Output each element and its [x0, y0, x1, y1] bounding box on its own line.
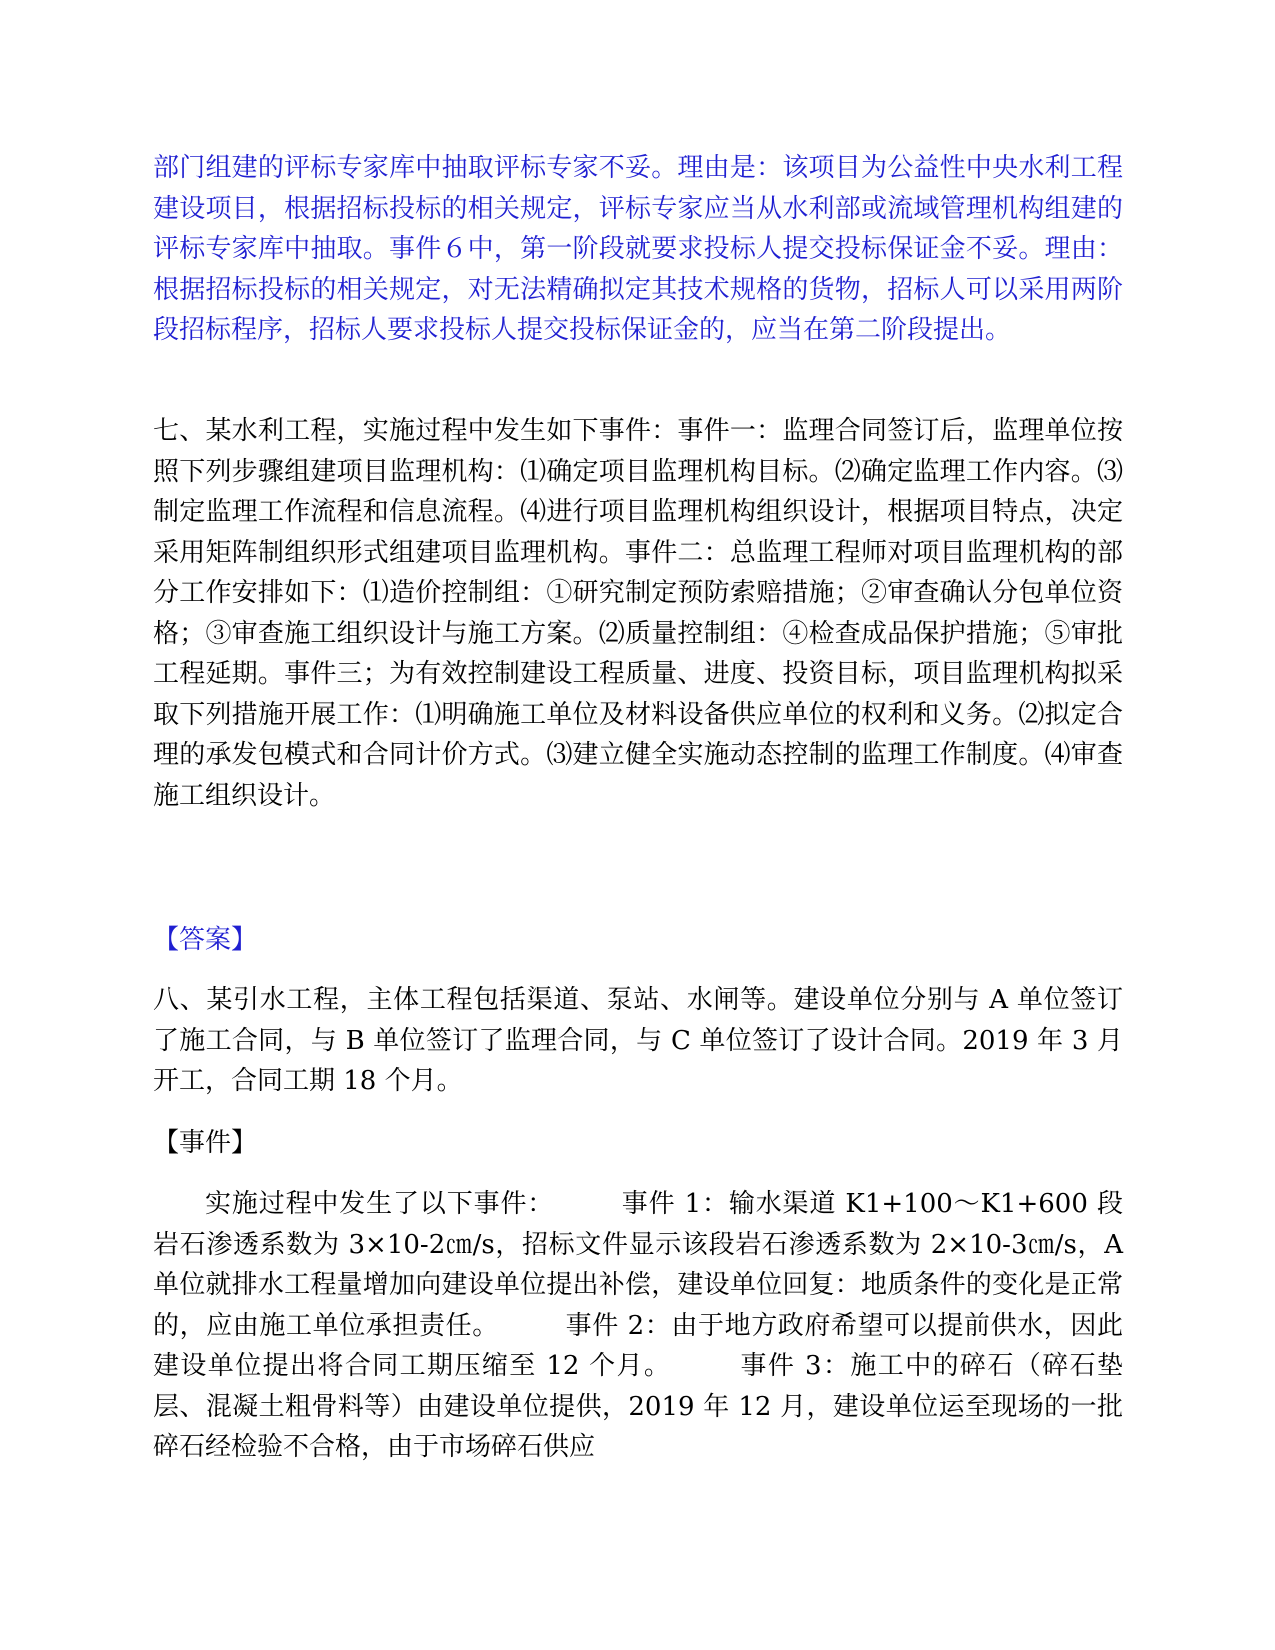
question-8-paragraph: 八、某引水工程，主体工程包括渠道、泵站、水闸等。建设单位分别与 A 单位签订了施工合同，与 B 单位签订了监理合同，与 C 单位签订了设计合同。2019 年 3 月开工，合同工期 18 个月。	[153, 985, 1123, 1096]
answer-label: 【答案】	[153, 925, 258, 955]
question-7-paragraph: 七、某水利工程，实施过程中发生如下事件：事件一：监理合同签订后，监理单位按照下列步骤组建项目监理机构：⑴确定项目监理机构目标。⑵确定监理工作内容。⑶制定监理工作流程和信息流程。⑷进行项目监理机构组织设计，根据项目特点，决定采用矩阵制组织形式组建项目监理机构。事件二：总监理工程师对项目监理机构的部分工作安排如下：⑴造价控制组：①研究制定预防索赔措施；②审查确认分包单位资格；③审查施工组织设计与施工方案。⑵质量控制组：④检查成品保护措施；⑤审批工程延期。事件三；为有效控制建设工程质量、进度、投资目标，项目监理机构拟采取下列措施开展工作：⑴明确施工单位及材料设备供应单位的权利和义务。⑵拟定合理的承发包模式和合同计价方式。⑶建立健全实施动态控制的监理工作制度。⑷审查施工组织设计。	[153, 416, 1123, 811]
event-label: 【事件】	[153, 1128, 258, 1158]
answer-continuation-paragraph: 部门组建的评标专家库中抽取评标专家不妥。理由是：该项目为公益性中央水利工程建设项目，根据招标投标的相关规定，评标专家应当从水利部或流域管理机构组建的评标专家库中抽取。事件６中，第一阶段就要求投标人提交投标保证金不妥。理由：根据招标投标的相关规定，对无法精确拟定其技术规格的货物，招标人可以采用两阶段招标程序，招标人要求投标人提交投标保证金的，应当在第二阶段提出。	[153, 153, 1123, 345]
events-paragraph: 实施过程中发生了以下事件： 事件 1：输水渠道 K1+100～K1+600 段岩石渗透系数为 3×10-2㎝/s，招标文件显示该段岩石渗透系数为 2×10-3㎝/s，A 单位就排水工程量增加向建设单位提出补偿，建设单位回复：地质条件的变化是正常的，应由施工单位承担责任。 事件 2：由于地方政府希望可以提前供水，因此建设单位提出将合同工期压缩至 12 个月。 事件 3：施工中的碎石（碎石垫层、混凝土粗骨料等）由建设单位提供，2019 年 12 月，建设单位运至现场的一批碎石经检验不合格，由于市场碎石供应	[153, 1189, 1123, 1462]
